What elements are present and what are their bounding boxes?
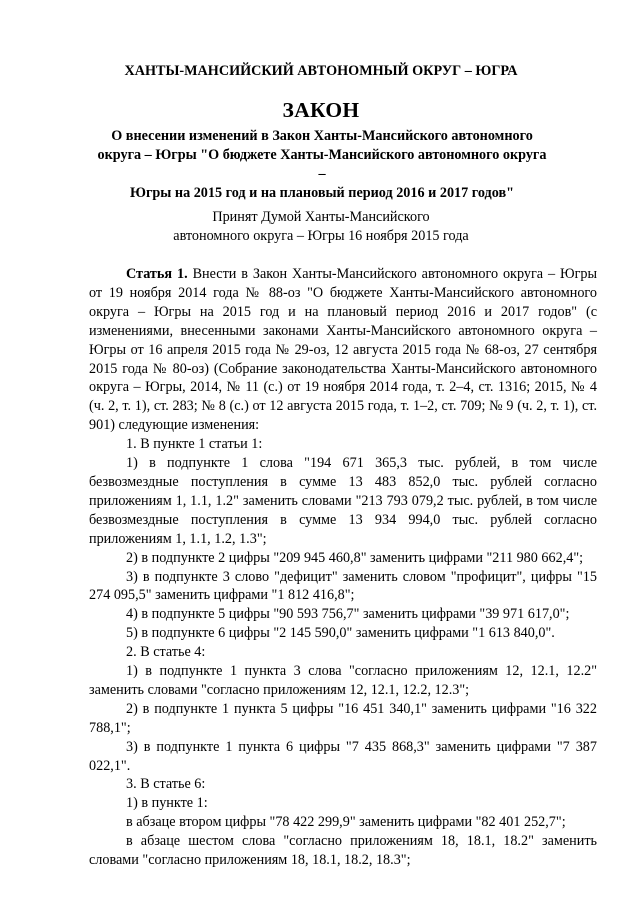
law-title xyxy=(94,127,550,203)
amendment-item: 1) в подпункте 1 пункта 3 слова "согласно приложениям 12, 12.1, 12.2" заменить словами "согласно приложениям 12, 12.1, 12.2, 12.3"; xyxy=(89,663,597,698)
document-type: ЗАКОН xyxy=(282,98,360,122)
amendment-item: 1. В пункте 1 статьи 1: xyxy=(126,436,263,453)
law-body xyxy=(89,265,597,870)
law-title-line: Югры на 2015 год и на плановый период 2016 и 2017 годов" xyxy=(129,185,515,201)
region-title: ХАНТЫ-МАНСИЙСКИЙ АВТОНОМНЫЙ ОКРУГ – ЮГРА xyxy=(124,63,518,79)
adoption-line: автономного округа – Югры 16 ноября 2015 года xyxy=(173,228,469,244)
amendment-item: 3. В статье 6: xyxy=(126,776,206,793)
amendment-item: 1) в пункте 1: xyxy=(126,795,208,812)
article-label: Статья 1. xyxy=(126,266,188,282)
article-intro xyxy=(89,265,597,435)
adoption-line: Принят Думой Ханты-Мансийского xyxy=(212,209,430,225)
amendment-item: 3) в подпункте 1 пункта 6 цифры "7 435 868,3" заменить цифрами "7 387 022,1". xyxy=(89,738,597,774)
adoption-note xyxy=(116,208,526,246)
article-intro-text: Внести в Закон Ханты-Мансийского автономного округа – Югры от 19 ноября 2014 года № 88-оз "О бюджете Ханты-Мансийского автономного округа – Югры на 2015 год и на плановый период 2016 и 2017 годов" (с изменениями, внесенными законами Ханты-Мансийского автономного округа – Югры от 16 апреля 2015 года № 29-оз, 12 августа 2015 года № 68-оз, 27 сентября 2015 года № 80-оз) (Собрание законодательства Ханты-Мансийского автономного округа – Югры, 2014, № 11 (с.) от 19 ноября 2014 года, т. 2–4, ст. 1316; 2015, № 4 (ч. 2, т. 1), ст. 283; № 8 (с.) от 12 августа 2015 года, т. 1–2, ст. 709; № 9 (ч. 2, т. 1), ст. 901) следующие изменения: xyxy=(89,266,598,434)
amendment-item: в абзаце шестом слова "согласно приложениям 18, 18.1, 18.2" заменить словами "согласно приложениям 18, 18.1, 18.2, 18.3"; xyxy=(89,833,597,869)
amendment-item: 1) в подпункте 1 слова "194 671 365,3 тыс. рублей, в том числе безвозмездные поступления в сумме 13 483 852,0 тыс. рублей согласно приложениям 1, 1.1, 1.2" заменить словами "213 793 079,2 тыс. рублей, в том числе безвозмездные поступления в сумме 13 934 994,0 тыс. рублей согласно приложениям 1, 1.1, 1.2, 1.3"; xyxy=(89,455,597,547)
amendment-item: 5) в подпункте 6 цифры "2 145 590,0" заменить цифрами "1 613 840,0". xyxy=(126,625,555,642)
law-title-line: округа – Югры "О бюджете Ханты-Мансийского автономного округа – xyxy=(97,147,547,182)
amendment-item: 2. В статье 4: xyxy=(126,644,206,661)
amendment-item: 2) в подпункте 1 пункта 5 цифры "16 451 340,1" заменить цифрами "16 322 788,1"; xyxy=(89,700,597,736)
law-title-line: О внесении изменений в Закон Ханты-Мансийского автономного xyxy=(111,128,533,144)
amendment-item: 4) в подпункте 5 цифры "90 593 756,7" заменить цифрами "39 971 617,0"; xyxy=(126,606,570,623)
amendment-item: 2) в подпункте 2 цифры "209 945 460,8" заменить цифрами "211 980 662,4"; xyxy=(126,549,584,566)
amendment-item: в абзаце втором цифры "78 422 299,9" заменить цифрами "82 401 252,7"; xyxy=(126,814,566,831)
amendment-item: 3) в подпункте 3 слово "дефицит" заменить словом "профицит", цифры "15 274 095,5" заменить цифрами "1 812 416,8"; xyxy=(89,568,597,604)
